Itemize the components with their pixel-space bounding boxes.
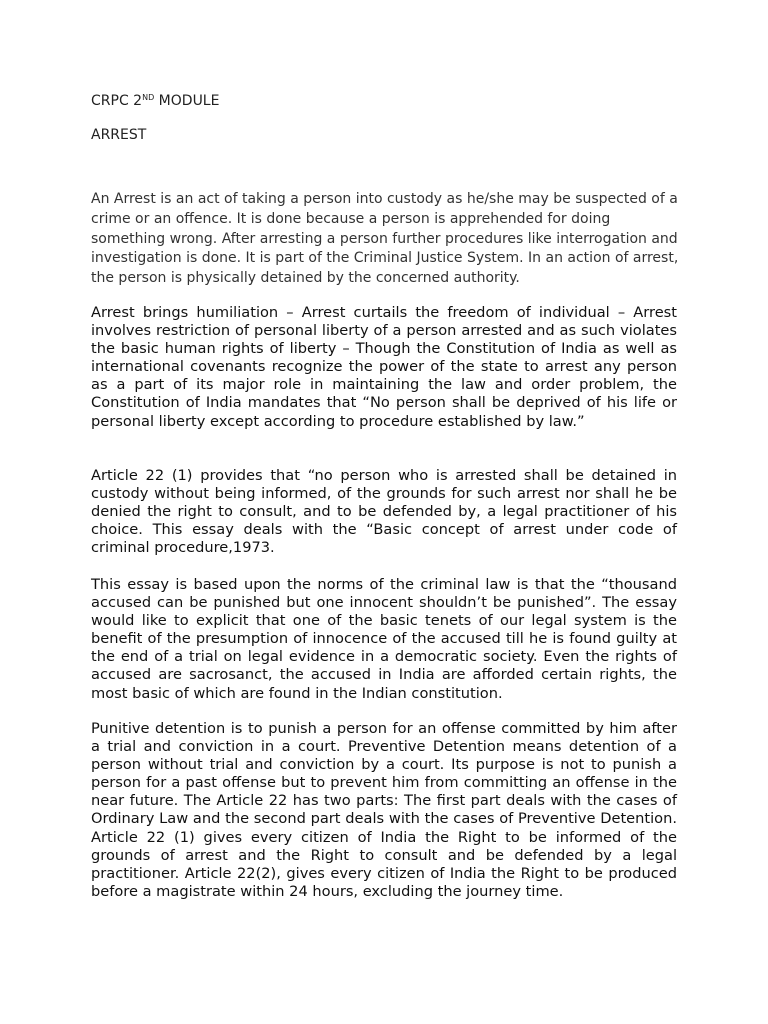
module-heading bbox=[91, 92, 219, 110]
module-heading-superscript: ND bbox=[142, 93, 155, 102]
paragraph-article-22: Article 22 (1) provides that “no person who is arrested shall be detained in custody without being informed, of the grounds for such arrest nor shall he be denied the right to consult, and to be defended by, a legal practitioner of his choice. This essay deals with the “Basic concept of arrest under code of criminal procedure,1973. bbox=[91, 467, 677, 557]
paragraph-detention: Punitive detention is to punish a person for an offense committed by him after a trial and conviction in a court. Preventive Detention means detention of a person without trial and conviction by a court. Its purpose is not to punish a person for a past offense but to prevent him from committing an offense in the near future. The Article 22 has two parts: The first part deals with the cases of Ordinary Law and the second part deals with the cases of Preventive Detention. Article 22 (1) gives every citizen of India the Right to be informed of the grounds of arrest and the Right to consult and be defended by a legal practitioner. Article 22(2), gives every citizen of India the Right to be produced before a magistrate within 24 hours, excluding the journey time. bbox=[91, 720, 677, 900]
paragraph-humiliation: Arrest brings humiliation – Arrest curtails the freedom of individual – Arrest involves restriction of personal liberty of a person arrested and as such violates the basic human rights of liberty – Though the Constitution of India as well as international covenants recognize the power of the state to arrest any person as a part of its major role in maintaining the law and order problem, the Constitution of India mandates that “No person shall be deprived of his life or personal liberty except according to procedure established by law.” bbox=[91, 304, 677, 430]
module-heading-suffix: MODULE bbox=[154, 93, 220, 109]
paragraph-essay-basis: This essay is based upon the norms of the criminal law is that the “thousand accused can be punished but one innocent shouldn’t be punished”. The essay would like to explicit that one of the basic tenets of our legal system is the benefit of the presumption of innocence of the accused till he is found guilty at the end of a trial on legal evidence in a democratic society. Even the rights of accused are sacrosanct, the accused in India are afforded certain rights, the most basic of which are found in the Indian constitution. bbox=[91, 576, 677, 702]
section-title: ARREST bbox=[91, 127, 147, 143]
module-heading-prefix: CRPC 2 bbox=[91, 93, 143, 109]
intro-paragraph: An Arrest is an act of taking a person into custody as he/she may be suspected of a crime or an offence. It is done because a person is apprehended for doing something wrong. After arresting a person further procedures like interrogation and investigation is done. It is part of the Criminal Justice System. In an action of arrest, the person is physically detained by the concerned authority. bbox=[91, 191, 679, 287]
